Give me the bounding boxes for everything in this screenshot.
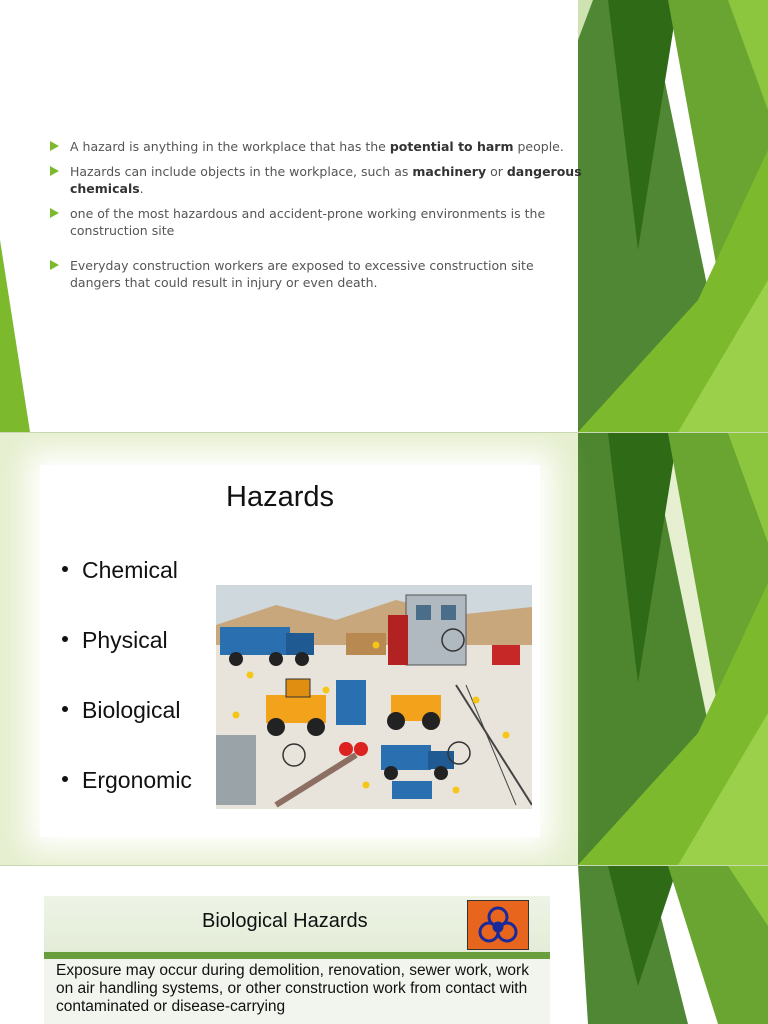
- header-rule: [44, 952, 550, 959]
- green-deco-shapes: [578, 433, 768, 865]
- hazard-type-item: Ergonomic: [62, 767, 192, 837]
- hazard-type-item: Physical: [62, 627, 192, 697]
- left-green-sliver: [0, 240, 30, 432]
- slide-3: [0, 866, 768, 1024]
- bullet-item: Everyday construction workers are exposed to excessive construction site dangers that could result in injury or even death.: [48, 257, 588, 291]
- slide-2: [0, 433, 768, 865]
- bullet-dot-icon: [62, 776, 68, 782]
- hazard-types-list: [62, 557, 192, 837]
- bullet-dot-icon: [62, 636, 68, 642]
- arrow-bullet-icon: [50, 141, 59, 151]
- green-deco-shapes: [578, 866, 768, 1024]
- biological-hazards-panel: [44, 896, 550, 1024]
- hazards-card: [40, 465, 540, 837]
- bullet-dot-icon: [62, 706, 68, 712]
- bullet-item: one of the most hazardous and accident-prone working environments is the construction site: [48, 205, 588, 239]
- green-deco-shapes: [578, 0, 768, 432]
- hazard-type-item: Chemical: [62, 557, 192, 627]
- biohazard-icon: [467, 900, 529, 950]
- slide-1: [0, 0, 768, 432]
- bullet-dot-icon: [62, 566, 68, 572]
- bullet-item: A hazard is anything in the workplace that has the potential to harm people.: [48, 138, 588, 155]
- arrow-bullet-icon: [50, 166, 59, 176]
- hazards-title: Hazards: [226, 481, 334, 513]
- biological-hazards-text: Exposure may occur during demolition, renovation, sewer work, work on air handling systems, or other construction work from contact with contaminated or disease-carrying: [56, 962, 529, 1015]
- bullet-item: Hazards can include objects in the workplace, such as machinery or dangerous chemicals.: [48, 163, 588, 197]
- hazard-type-item: Biological: [62, 697, 192, 767]
- hazard-definition-list: [48, 138, 588, 299]
- biological-hazards-title: Biological Hazards: [202, 910, 368, 932]
- arrow-bullet-icon: [50, 260, 59, 270]
- arrow-bullet-icon: [50, 208, 59, 218]
- construction-site-illustration: [216, 585, 532, 809]
